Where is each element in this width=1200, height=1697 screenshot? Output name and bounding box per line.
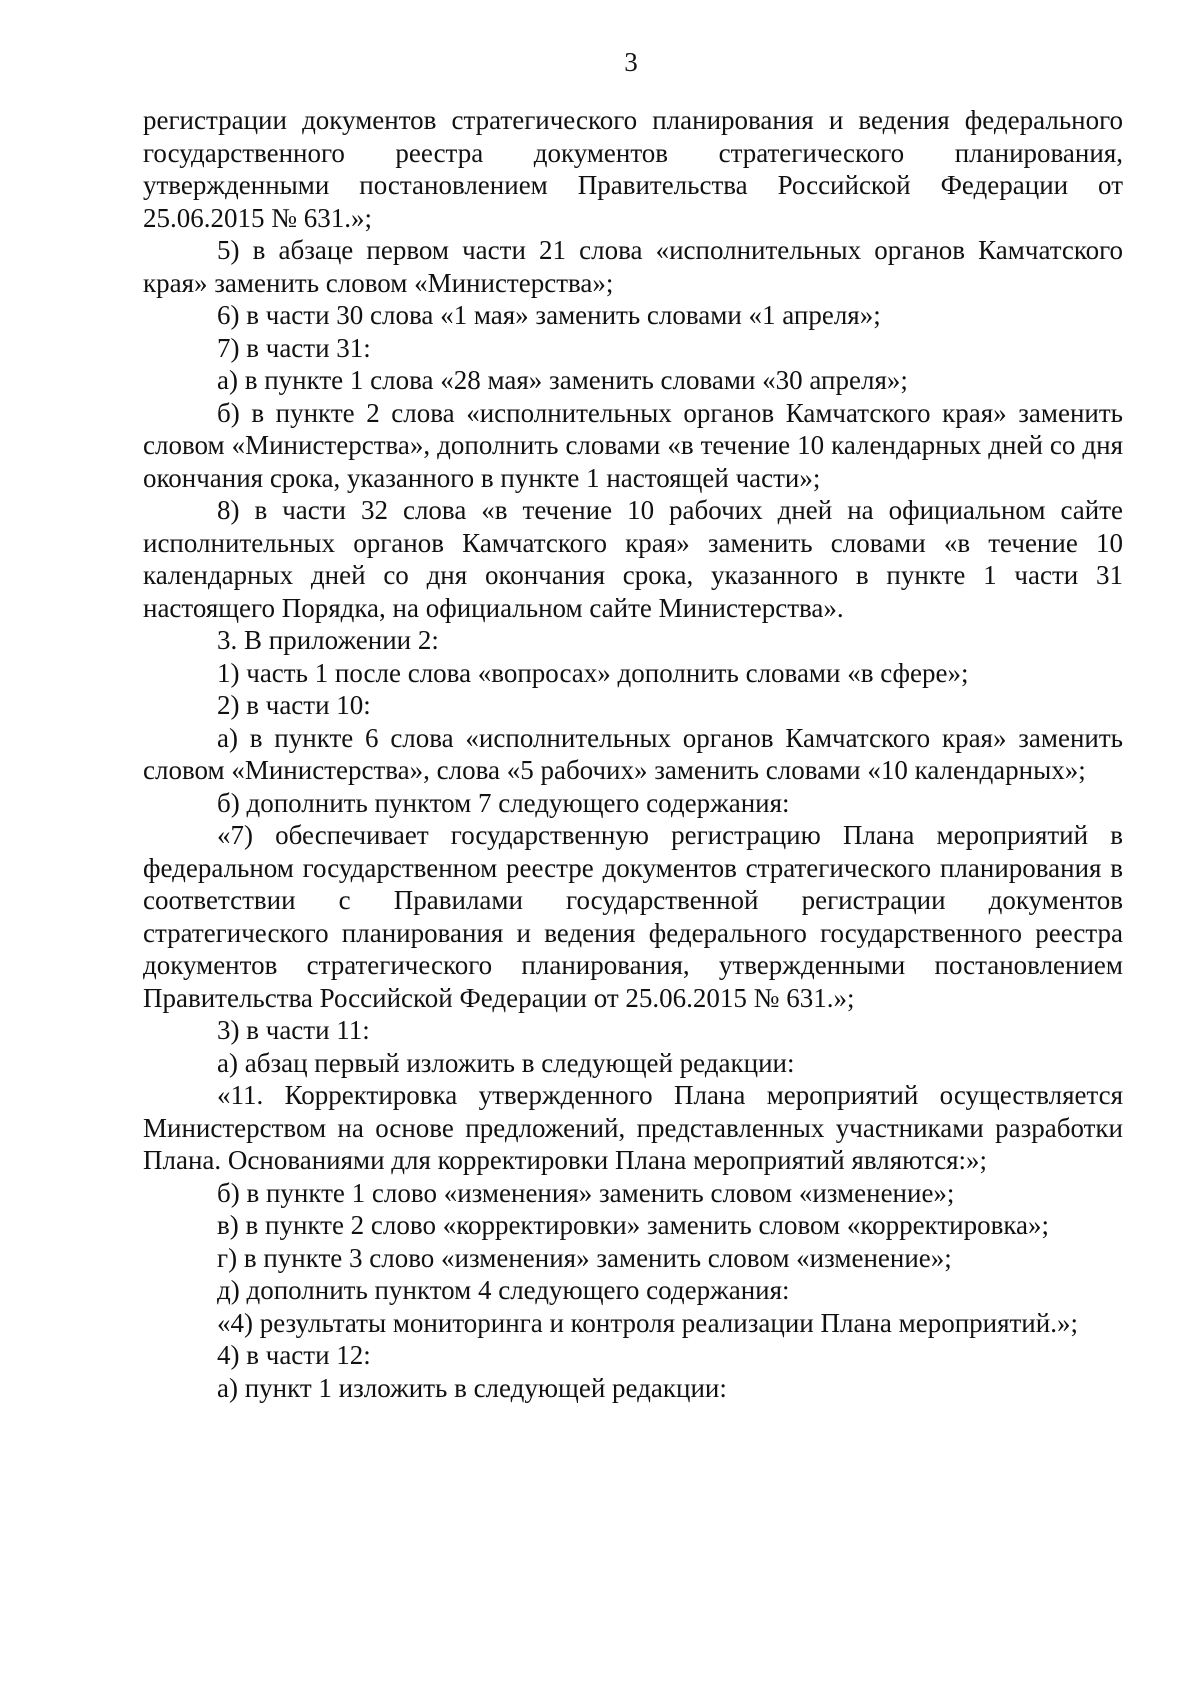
paragraph: 5) в абзаце первом части 21 слова «исполнительных органов Камчатского края» заменить словом «Министерства»; <box>143 235 1123 298</box>
paragraph: 2) в части 10: <box>217 690 371 720</box>
paragraph: а) пункт 1 изложить в следующей редакции: <box>217 1372 727 1403</box>
paragraph: г) в пункте 3 слово «изменения» заменить словом «изменение»; <box>217 1242 952 1273</box>
paragraph: 8) в части 32 слова «в течение 10 рабочих дней на официальном сайте исполнительных органов Камчатского края» заменить словами «в течение 10 календарных дней со дня окончания срока, указанного в пункте 1 части 31 настоящего Порядка, на официальном сайте Министерства». <box>143 495 1123 623</box>
paragraph: а) в пункте 1 слова «28 мая» заменить словами «30 апреля»; <box>217 365 908 395</box>
paragraph: а) в пункте 6 слова «исполнительных органов Камчатского края» заменить словом «Министерства», слова «5 рабочих» заменить словами «10 календарных»; <box>143 722 1123 785</box>
paragraph: «7) обеспечивает государственную регистрацию Плана мероприятий в федеральном государственном реестре документов стратегического планирования в соответствии с Правилами государственной регистрации документов стратегического планирования и ведения федерального государственного реестра документов стратегического планирования, утвержденными постановлением Правительства Российской Федерации от 25.06.2015 № 631.»; <box>143 820 1123 1013</box>
paragraph: 6) в части 30 слова «1 мая» заменить словами «1 апреля»; <box>217 300 881 330</box>
paragraph: регистрации документов стратегического планирования и ведения федерального государственного реестра документов стратегического планирования, утвержденными постановлением Правительства Российской Федерации от 25.06.2015 № 631.»; <box>143 105 1123 233</box>
paragraph: в) в пункте 2 слово «корректировки» заменить словом «корректировка»; <box>217 1210 1050 1240</box>
paragraph: а) абзац первый изложить в следующей редакции: <box>217 1047 795 1078</box>
page-number: 3 <box>624 47 638 77</box>
paragraph: 4) в части 12: <box>217 1340 371 1370</box>
paragraph: 3. В приложении 2: <box>217 625 439 655</box>
paragraph: «11. Корректировка утвержденного Плана мероприятий осуществляется Министерством на основе предложений, представленных участниками разработки Плана. Основаниями для корректировки Плана мероприятий являются:»; <box>143 1080 1123 1175</box>
paragraph: д) дополнить пунктом 4 следующего содержания: <box>217 1275 790 1305</box>
paragraph: «4) результаты мониторинга и контроля реализации Плана мероприятий.»; <box>217 1307 1078 1338</box>
paragraph: 3) в части 11: <box>217 1015 370 1045</box>
document-body <box>143 104 1123 1404</box>
paragraph: б) в пункте 1 слово «изменения» заменить словом «изменение»; <box>217 1177 955 1208</box>
paragraph: 1) часть 1 после слова «вопросах» дополнить словами «в сфере»; <box>217 657 969 688</box>
paragraph: б) в пункте 2 слова «исполнительных органов Камчатского края» заменить словом «Министерства», дополнить словами «в течение 10 календарных дней со дня окончания срока, указанного в пункте 1 настоящей части»; <box>143 397 1123 493</box>
paragraph: б) дополнить пунктом 7 следующего содержания: <box>217 787 790 818</box>
paragraph: 7) в части 31: <box>217 332 371 363</box>
